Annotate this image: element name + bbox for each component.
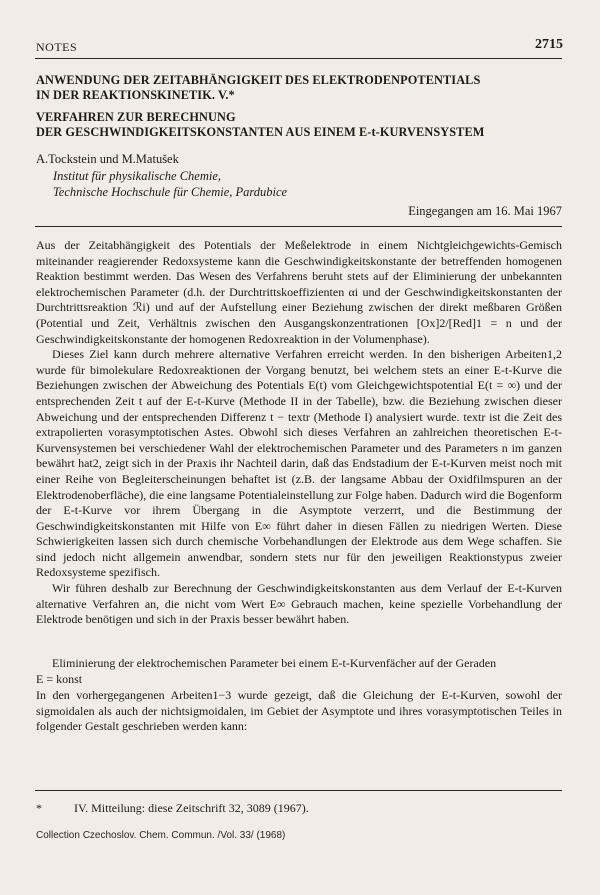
section-label: NOTES (36, 40, 78, 54)
header-rule (35, 58, 562, 59)
footnote-text: IV. Mitteilung: diese Zeitschrift 32, 3089 (1967). (74, 801, 309, 815)
section-body (36, 688, 562, 735)
section-heading-line-2: E = konst (36, 671, 83, 686)
title-line-1: ANWENDUNG DER ZEITABHÄNGIGKEIT DES ELEKTRODENPOTENTIALS (36, 73, 481, 87)
page-number: 2715 (535, 37, 563, 52)
received-date: Eingegangen am 16. Mai 1967 (408, 204, 562, 218)
title-line-4: DER GESCHWINDIGKEITSKONSTANTEN AUS EINEM E-t-KURVENSYSTEM (36, 125, 485, 139)
affiliation-line-2: Technische Hochschule für Chemie, Pardubice (53, 185, 288, 199)
section-paragraph: In den vorhergegangenen Arbeiten1−3 wurde gezeigt, daß die Gleichung der E-t-Kurven, sowohl der sigmoidalen als auch der nichtsigmoidalen, im Gebiet der Asymptote und ihres vorasymptotischen Teiles in folgender Gestalt geschrieben werden kann: (36, 688, 562, 734)
section-heading (36, 656, 562, 687)
abstract-body (36, 238, 562, 628)
footnote (36, 801, 309, 816)
title-line-2: IN DER REAKTIONSKINETIK. V.* (36, 88, 235, 102)
paragraph-3: Wir führen deshalb zur Berechnung der Geschwindigkeitskonstanten aus dem Verlauf der E-t-Kurven alternative Verfahren an, die nicht vom Wert E∞ Gebrauch machen, keine spezielle Vorbehandlung der Elektrode benötigen und sich in der Praxis besser bewährt haben. (36, 581, 562, 627)
paragraph-2: Dieses Ziel kann durch mehrere alternative Verfahren erreicht werden. In den bisherigen Arbeiten1,2 wurde für bimolekulare Redoxreaktionen der Vorgang benutzt, bei welchem stets an einer E-t-Kurve die Beziehungen zwischen der Abweichung des Potentials E(t) vom Gleichgewichtspotential E(t = ∞) und der entsprechenden Zeit t auf der E-t-Kurve (Methode II in der Tabelle), bzw. die Beziehung zwischen dieser Abweichung und der entsprechenden Differenz t − textr (Methode I) analysiert wurde. textr ist die Zeit des extrapolierten vorasymptotischen Astes. Obwohl sich dieses Verfahren an zahlreichen theoretischen E-t-Kurvensystemen bei verschiedener Wahl der elektrochemischen Parameter und des Parameters n im ganzen bewährt hat2, zeigt sich in der Praxis ihr Nachteil darin, daß das Endstadium der E-t-Kurven meist noch mit einer Reihe von Begleiterscheinungen behaftet ist (z.B. der langsame Abbau der Oxidfilmspuren an der Elektrodenoberfläche), die eine langsame Potentialeinstellung zur Folge haben. Dadurch wird die Bogenform der E-t-Kurve vor ihrem Übergang in die Asymptote verzerrt, und die Bestimmung der Geschwindigkeitskonstanten mit Hilfe von E∞ führt daher in diesen Fällen zu niedrigen Werten. Diese Schwierigkeiten lassen sich durch chemische Vorbehandlungen der Elektrode aus dem Wege schaffen. Sie sind jedoch nicht allgemein anwendbar, sondern stets nur für den jeweiligen Reaktionstypus zweier Redoxsysteme spezifisch. (36, 347, 562, 580)
paragraph-1: Aus der Zeitabhängigkeit des Potentials der Meßelektrode in einem Nichtgleichgewichts-Gemisch miteinander reagierender Redoxsysteme kann die Geschwindigkeitskonstante der betreffenden homogenen Reaktion bestimmt werden. Das Wesen des Verfahrens beruht stets auf der Eliminierung der unbekannten elektrochemischen Parameter (d.h. der Durchtrittskoeffizienten αi und der Geschwindigkeitskonstanten der Durchtrittsreaktion ℛi) und auf der Aufstellung einer Beziehung zwischen der direkt meßbaren Größen (Potential und Zeit, Verhältnis zwischen den Ausgangskonzentrationen [Ox]2/[Red]1 = n und der Geschwindigkeitskonstante der homogenen Redoxreaktion in der Volumenphase). (36, 238, 562, 346)
title-line-3: VERFAHREN ZUR BERECHNUNG (36, 110, 236, 124)
footnote-mark: * (36, 801, 42, 815)
section-heading-line-1: Eliminierung der elektrochemischen Parameter bei einem E-t-Kurvenfächer auf der Geraden (52, 656, 497, 670)
footnote-rule (35, 790, 562, 791)
journal-citation: Collection Czechoslov. Chem. Commun. /Vol. 33/ (1968) (36, 830, 286, 841)
affiliation-line-1: Institut für physikalische Chemie, (53, 169, 222, 183)
authors: A.Tockstein und M.Matušek (36, 152, 179, 166)
title-rule (35, 226, 562, 227)
